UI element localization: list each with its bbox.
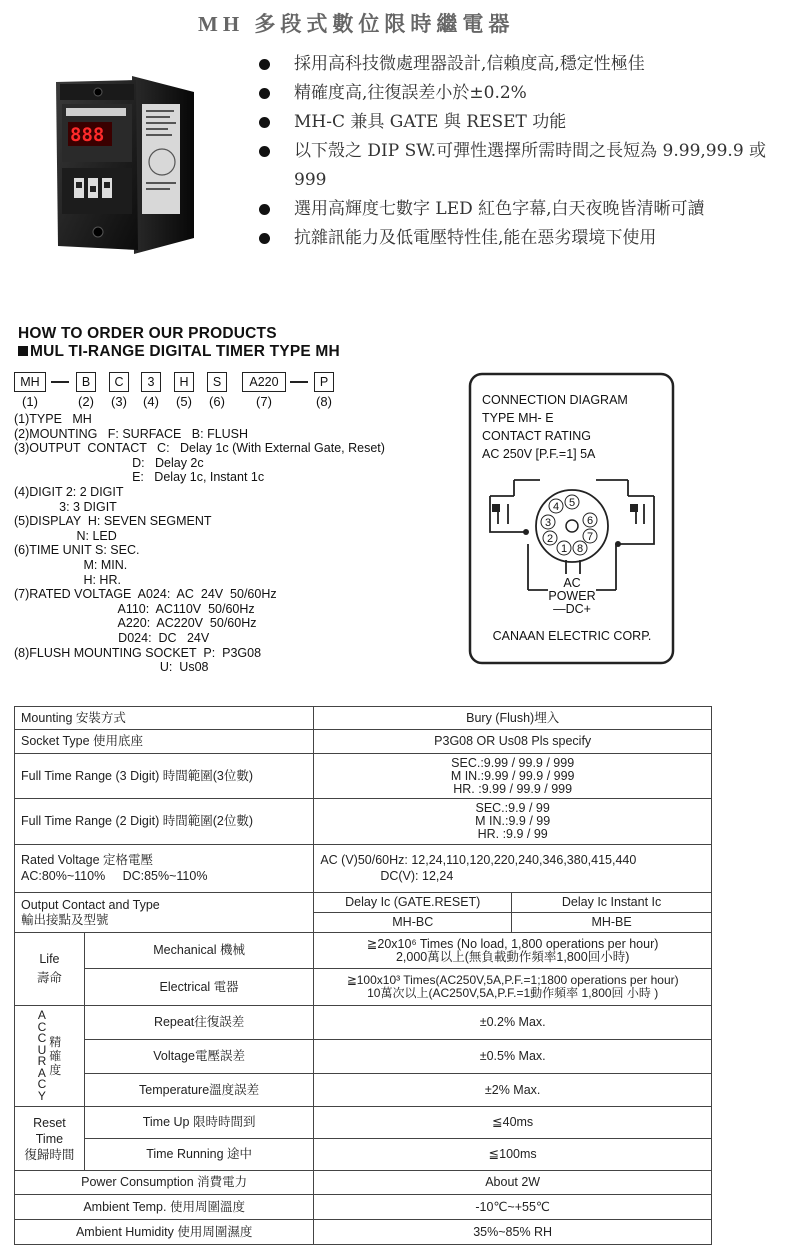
table-row (15, 1220, 712, 1245)
diagram-type: TYPE MH- E (482, 411, 554, 425)
table-cell: Rated Voltage 定格電壓 AC:80%~110% DC:85%~110% (15, 845, 314, 893)
table-row (15, 933, 712, 969)
table-cell: AC (V)50/60Hz: 12,24,110,120,220,240,346,380,415,440 DC(V): 12,24 (314, 845, 712, 893)
option-line: (5)DISPLAY H: SEVEN SEGMENT (14, 514, 212, 529)
table-cell: MH-BE (512, 913, 712, 933)
code-number: (6) (209, 394, 225, 409)
option-line: E: Delay 1c, Instant 1c (14, 470, 265, 485)
order-options (14, 412, 385, 675)
code-box-output: C (109, 372, 129, 392)
table-cell: Full Time Range (2 Digit) 時間範圍(2位數) (15, 799, 314, 845)
table-row (15, 1074, 712, 1107)
code-number: (4) (143, 394, 159, 409)
code-box-socket: P (314, 372, 334, 392)
table-cell: P3G08 OR Us08 Pls specify (314, 730, 712, 754)
pin-label: 4 (552, 501, 560, 513)
code-box-digit: 3 (141, 372, 161, 392)
page-title: MH 多段式數位限時繼電器 (198, 12, 515, 36)
code-dash (51, 381, 69, 383)
table-cell: ≦100ms (314, 1139, 712, 1171)
bullet-icon (259, 233, 270, 244)
table-cell: A C C U R A C Y 精 確 度 (15, 1006, 85, 1107)
table-cell: Power Consumption 消費電力 (15, 1171, 314, 1195)
table-cell: Electrical 電器 (84, 969, 313, 1006)
table-cell: ≧20x10⁶ Times (No load, 1,800 operations per hour) 2,000萬以上(無負載動作頻率1,800回小時) (314, 933, 712, 969)
pin-label: 1 (560, 543, 568, 555)
option-line: H: HR. (14, 572, 121, 587)
table-cell: Time Up 限時時間到 (84, 1107, 313, 1139)
code-dash (290, 381, 308, 383)
feature-item: 採用高科技微處理器設計,信賴度高,穩定性極佳 (256, 50, 802, 79)
option-line: (8)FLUSH MOUNTING SOCKET P: P3G08 (14, 645, 262, 660)
feature-item: 抗雜訊能力及低電壓特性佳,能在惡劣環境下使用 (256, 224, 802, 253)
table-row (15, 1171, 712, 1195)
order-heading: HOW TO ORDER OUR PRODUCTS (18, 325, 277, 342)
pin-label: 7 (586, 531, 594, 543)
code-box-unit: S (207, 372, 227, 392)
table-cell: Life 壽命 (15, 933, 85, 1006)
square-bullet-icon (18, 346, 28, 356)
table-row (15, 1195, 712, 1220)
table-row (15, 707, 712, 730)
table-cell: 35%~85% RH (314, 1220, 712, 1245)
table-row (15, 1006, 712, 1040)
code-number: (8) (316, 394, 332, 409)
option-line: (3)OUTPUT CONTACT C: Delay 1c (With External Gate, Reset) (14, 441, 385, 456)
table-row (15, 1139, 712, 1171)
option-line: (4)DIGIT 2: 2 DIGIT (14, 484, 124, 499)
bullet-icon (259, 59, 270, 70)
table-cell: Output Contact and Type 輸出接點及型號 (15, 893, 314, 933)
table-row (15, 1040, 712, 1074)
spec-table (14, 706, 712, 1245)
pin-label: 5 (568, 497, 576, 509)
table-cell: Bury (Flush)埋入 (314, 707, 712, 730)
table-row (15, 754, 712, 799)
bullet-icon (259, 88, 270, 99)
table-cell: ±2% Max. (314, 1074, 712, 1107)
diagram-power: POWER (548, 589, 596, 603)
table-row (15, 893, 712, 913)
table-cell: Mechanical 機械 (84, 933, 313, 969)
diagram-rating: AC 250V [P.F.=1] 5A (482, 447, 596, 461)
option-line: U: Us08 (14, 660, 209, 675)
table-cell: Time Running 途中 (84, 1139, 313, 1171)
table-cell: Full Time Range (3 Digit) 時間範圍(3位數) (15, 754, 314, 799)
feature-item: 精確度高,往復誤差小於±0.2% (256, 79, 802, 108)
diagram-rating-label: CONTACT RATING (482, 429, 592, 443)
table-cell: Delay Ic Instant Ic (512, 893, 712, 913)
product-image (54, 74, 194, 260)
table-cell: ±0.5% Max. (314, 1040, 712, 1074)
code-box-display: H (174, 372, 194, 392)
option-line: (1)TYPE MH (14, 412, 92, 426)
table-cell: SEC.:9.99 / 99.9 / 999 M IN.:9.99 / 99.9 / 999 HR. :9.99 / 99.9 / 999 (314, 754, 712, 799)
option-line: A220: AC220V 50/60Hz (14, 616, 257, 631)
table-row (15, 799, 712, 845)
option-line: (6)TIME UNIT S: SEC. (14, 543, 140, 558)
table-row (15, 730, 712, 754)
code-box-voltage: A220 (242, 372, 286, 392)
table-cell: Reset Time 復歸時間 (15, 1107, 85, 1171)
code-box-mounting: B (76, 372, 96, 392)
bullet-icon (259, 204, 270, 215)
code-number: (3) (111, 394, 127, 409)
table-cell: ≧100x10³ Times(AC250V,5A,P.F.=1;1800 operations per hour) 10萬次以上(AC250V,5A,P.F.=1動作頻率 1,800回 小時 ) (314, 969, 712, 1006)
table-cell: Temperature溫度誤差 (84, 1074, 313, 1107)
code-number: (5) (176, 394, 192, 409)
diagram-ac: AC (563, 576, 581, 590)
option-line: (7)RATED VOLTAGE A024: AC 24V 50/60Hz (14, 587, 277, 602)
option-line: D024: DC 24V (14, 630, 210, 645)
table-cell: Socket Type 使用底座 (15, 730, 314, 754)
code-box-type: MH (14, 372, 46, 392)
option-line: N: LED (14, 528, 117, 543)
table-cell: Mounting 安裝方式 (15, 707, 314, 730)
feature-item: 選用高輝度七數字 LED 紅色字幕,白天夜晚皆清晰可讀 (256, 195, 802, 224)
pin-label: 3 (544, 517, 552, 529)
table-cell: ±0.2% Max. (314, 1006, 712, 1040)
table-cell: About 2W (314, 1171, 712, 1195)
option-line: 3: 3 DIGIT (14, 499, 117, 514)
led-display: 888 (70, 124, 105, 146)
option-line: M: MIN. (14, 557, 128, 572)
table-cell: ≦40ms (314, 1107, 712, 1139)
code-number: (7) (256, 394, 272, 409)
option-line: A110: AC110V 50/60Hz (14, 601, 255, 616)
pin-label: 8 (576, 543, 584, 555)
table-cell: -10℃~+55℃ (314, 1195, 712, 1220)
table-row (15, 1107, 712, 1139)
bullet-icon (259, 117, 270, 128)
diagram-title: CONNECTION DIAGRAM (482, 393, 628, 407)
feature-item: 以下殼之 DIP SW.可彈性選擇所需時間之長短為 9.99,99.9 或 999 (256, 137, 802, 195)
pin-label: 2 (546, 533, 554, 545)
option-line: D: Delay 2c (14, 455, 204, 470)
pin-label: 6 (586, 515, 594, 527)
diagram-dc: —DC+ (553, 602, 591, 616)
order-subheading: MUL TI-RANGE DIGITAL TIMER TYPE MH (18, 343, 340, 361)
table-cell: Delay Ic (GATE.RESET) (314, 893, 512, 913)
bullet-icon (259, 146, 270, 157)
feature-item: MH-C 兼具 GATE 與 RESET 功能 (256, 108, 802, 137)
diagram-company: CANAAN ELECTRIC CORP. (492, 629, 652, 643)
table-row (15, 845, 712, 893)
option-line: (2)MOUNTING F: SURFACE B: FLUSH (14, 426, 249, 441)
feature-list (256, 50, 802, 253)
code-number: (1) (22, 394, 38, 409)
table-cell: MH-BC (314, 913, 512, 933)
connection-diagram (468, 372, 675, 665)
table-cell: SEC.:9.9 / 99 M IN.:9.9 / 99 HR. :9.9 / 99 (314, 799, 712, 845)
table-row (15, 969, 712, 1006)
code-number: (2) (78, 394, 94, 409)
table-cell: Voltage電壓誤差 (84, 1040, 313, 1074)
table-cell: Repeat往復誤差 (84, 1006, 313, 1040)
table-cell: Ambient Temp. 使用周圍溫度 (15, 1195, 314, 1220)
table-cell: Ambient Humidity 使用周圍濕度 (15, 1220, 314, 1245)
